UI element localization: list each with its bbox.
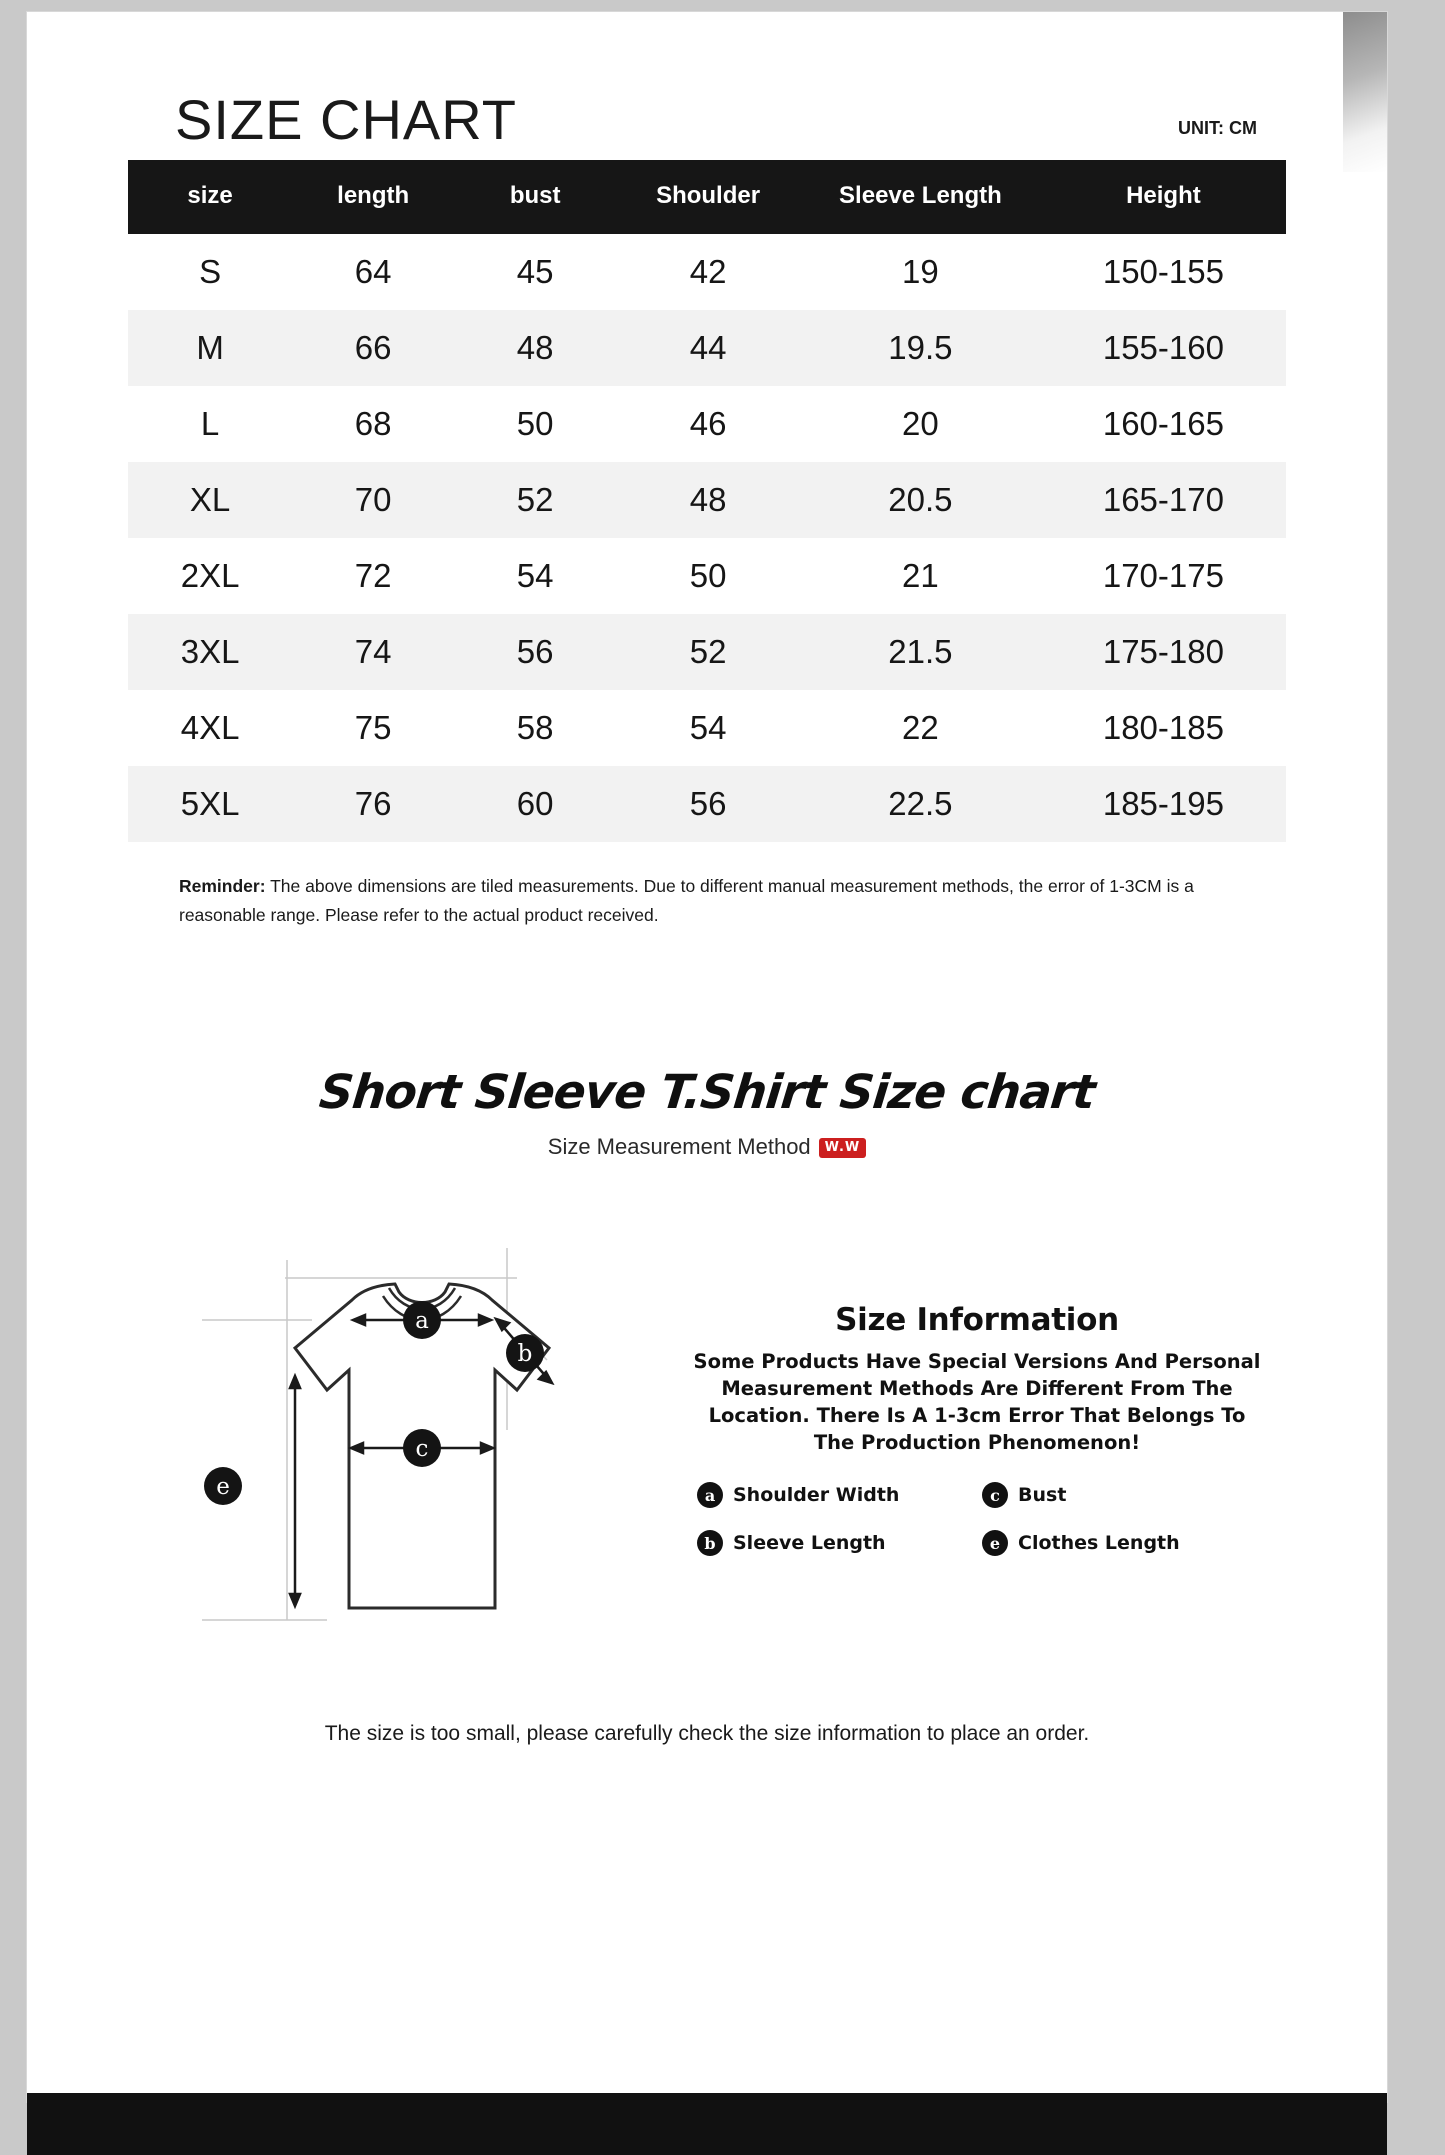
cell-height: 170-175	[1102, 557, 1224, 594]
cell-length: 70	[292, 462, 454, 538]
cell-length: 66	[292, 310, 454, 386]
cell-length: 72	[354, 557, 392, 594]
reminder-text	[27, 872, 1387, 930]
measurement-diagram-section	[27, 1230, 1387, 1660]
cell-shoulder: 46	[689, 405, 727, 442]
legend-marker-a-icon: a	[697, 1482, 723, 1508]
cell-sleeve: 20.5	[800, 462, 1041, 538]
marker-a-label: a	[415, 1308, 429, 1334]
cell-height: 165-170	[1041, 462, 1286, 538]
cell-shoulder: 52	[616, 614, 800, 690]
cell-length: 76	[292, 766, 454, 842]
column-header-sleeve-length: Sleeve Length	[800, 160, 1041, 234]
marker-c-label: c	[415, 1436, 429, 1462]
cell-bust: 45	[516, 253, 554, 290]
table-row	[128, 310, 1286, 386]
table-row	[128, 690, 1286, 766]
table-row	[128, 462, 1286, 538]
cell-height: 180-185	[1102, 709, 1224, 746]
brand-badge: W.W	[819, 1138, 867, 1158]
legend-item	[982, 1482, 1267, 1508]
cell-length: 64	[354, 253, 392, 290]
cell-bust: 48	[454, 310, 616, 386]
cell-length: 75	[354, 709, 392, 746]
cell-shoulder: 42	[689, 253, 727, 290]
reminder-label: Reminder:	[179, 876, 266, 896]
cell-sleeve: 20	[902, 405, 939, 442]
unit-label: UNIT: CM	[1178, 118, 1257, 138]
legend-item	[982, 1530, 1267, 1556]
legend-label-sleeve-length: Sleeve Length	[733, 1532, 886, 1554]
column-header-size: size	[128, 160, 292, 234]
legend-list	[687, 1482, 1267, 1556]
table-row	[128, 766, 1286, 842]
column-header-length: length	[292, 160, 454, 234]
page-title: SIZE CHART	[175, 88, 517, 151]
column-header-shoulder: Shoulder	[616, 160, 800, 234]
cell-size: M	[128, 310, 292, 386]
cell-sleeve: 19.5	[800, 310, 1041, 386]
legend-label-bust: Bust	[1018, 1484, 1067, 1506]
chart-header	[27, 90, 1387, 160]
size-information-title: Size Information	[835, 1302, 1119, 1338]
bottom-bar	[27, 2093, 1387, 2155]
marker-e-label: e	[216, 1474, 230, 1500]
cell-shoulder: 44	[616, 310, 800, 386]
tshirt-diagram	[177, 1230, 647, 1660]
section-subtitle-row	[27, 1134, 1387, 1160]
tshirt-svg	[177, 1230, 647, 1660]
cell-length: 68	[354, 405, 392, 442]
cell-bust: 56	[454, 614, 616, 690]
legend-item	[697, 1530, 982, 1556]
document-page	[27, 12, 1387, 2102]
marker-b-label: b	[517, 1341, 533, 1367]
footer-note: The size is too small, please carefully check the size information to place an order.	[324, 1722, 1090, 1745]
cell-sleeve: 21.5	[800, 614, 1041, 690]
section-script-title: Short Sleeve T.Shirt Size chart	[316, 1065, 1098, 1120]
cell-height: 175-180	[1041, 614, 1286, 690]
cell-sleeve: 22.5	[800, 766, 1041, 842]
table-row	[128, 234, 1286, 310]
cell-size: 4XL	[180, 709, 240, 746]
cell-size: L	[200, 405, 220, 442]
table-row	[128, 614, 1286, 690]
cell-height: 185-195	[1041, 766, 1286, 842]
table-header-row	[128, 160, 1286, 234]
cell-sleeve: 19	[902, 253, 939, 290]
cell-shoulder: 54	[689, 709, 727, 746]
legend-label-shoulder-width: Shoulder Width	[733, 1484, 900, 1506]
cell-shoulder: 50	[689, 557, 727, 594]
cell-height: 160-165	[1102, 405, 1224, 442]
cell-size: 2XL	[180, 557, 240, 594]
cell-bust: 54	[516, 557, 554, 594]
cell-size: XL	[128, 462, 292, 538]
table-row	[128, 538, 1286, 614]
legend-item	[697, 1482, 982, 1508]
cell-size: 3XL	[128, 614, 292, 690]
cell-length: 74	[292, 614, 454, 690]
legend-label-clothes-length: Clothes Length	[1018, 1532, 1180, 1554]
cell-bust: 58	[516, 709, 554, 746]
size-chart-table	[128, 160, 1286, 842]
cell-bust: 52	[454, 462, 616, 538]
legend-marker-c-icon: c	[982, 1482, 1008, 1508]
legend-marker-b-icon: b	[697, 1530, 723, 1556]
cell-shoulder: 48	[616, 462, 800, 538]
cell-sleeve: 22	[902, 709, 939, 746]
column-header-bust: bust	[454, 160, 616, 234]
cell-shoulder: 56	[616, 766, 800, 842]
column-header-height: Height	[1041, 160, 1286, 234]
cell-height: 155-160	[1041, 310, 1286, 386]
reminder-body: The above dimensions are tiled measurements. Due to different manual measurement methods, the error of 1-3CM is a reasonable range. Please refer to the actual product received.	[179, 876, 1194, 925]
cell-size: 5XL	[128, 766, 292, 842]
size-information-body: Some Products Have Special Versions And Personal Measurement Methods Are Different From The Location. There Is A 1-3cm Error That Belongs To The Production Phenomenon!	[693, 1350, 1261, 1454]
cell-size: S	[199, 253, 222, 290]
table-row	[128, 386, 1286, 462]
cell-height: 150-155	[1102, 253, 1224, 290]
section-subtitle: Size Measurement Method	[547, 1134, 811, 1159]
cell-bust: 50	[516, 405, 554, 442]
cell-sleeve: 21	[902, 557, 939, 594]
legend-marker-e-icon: e	[982, 1530, 1008, 1556]
cell-bust: 60	[454, 766, 616, 842]
size-information-block	[647, 1230, 1267, 1556]
